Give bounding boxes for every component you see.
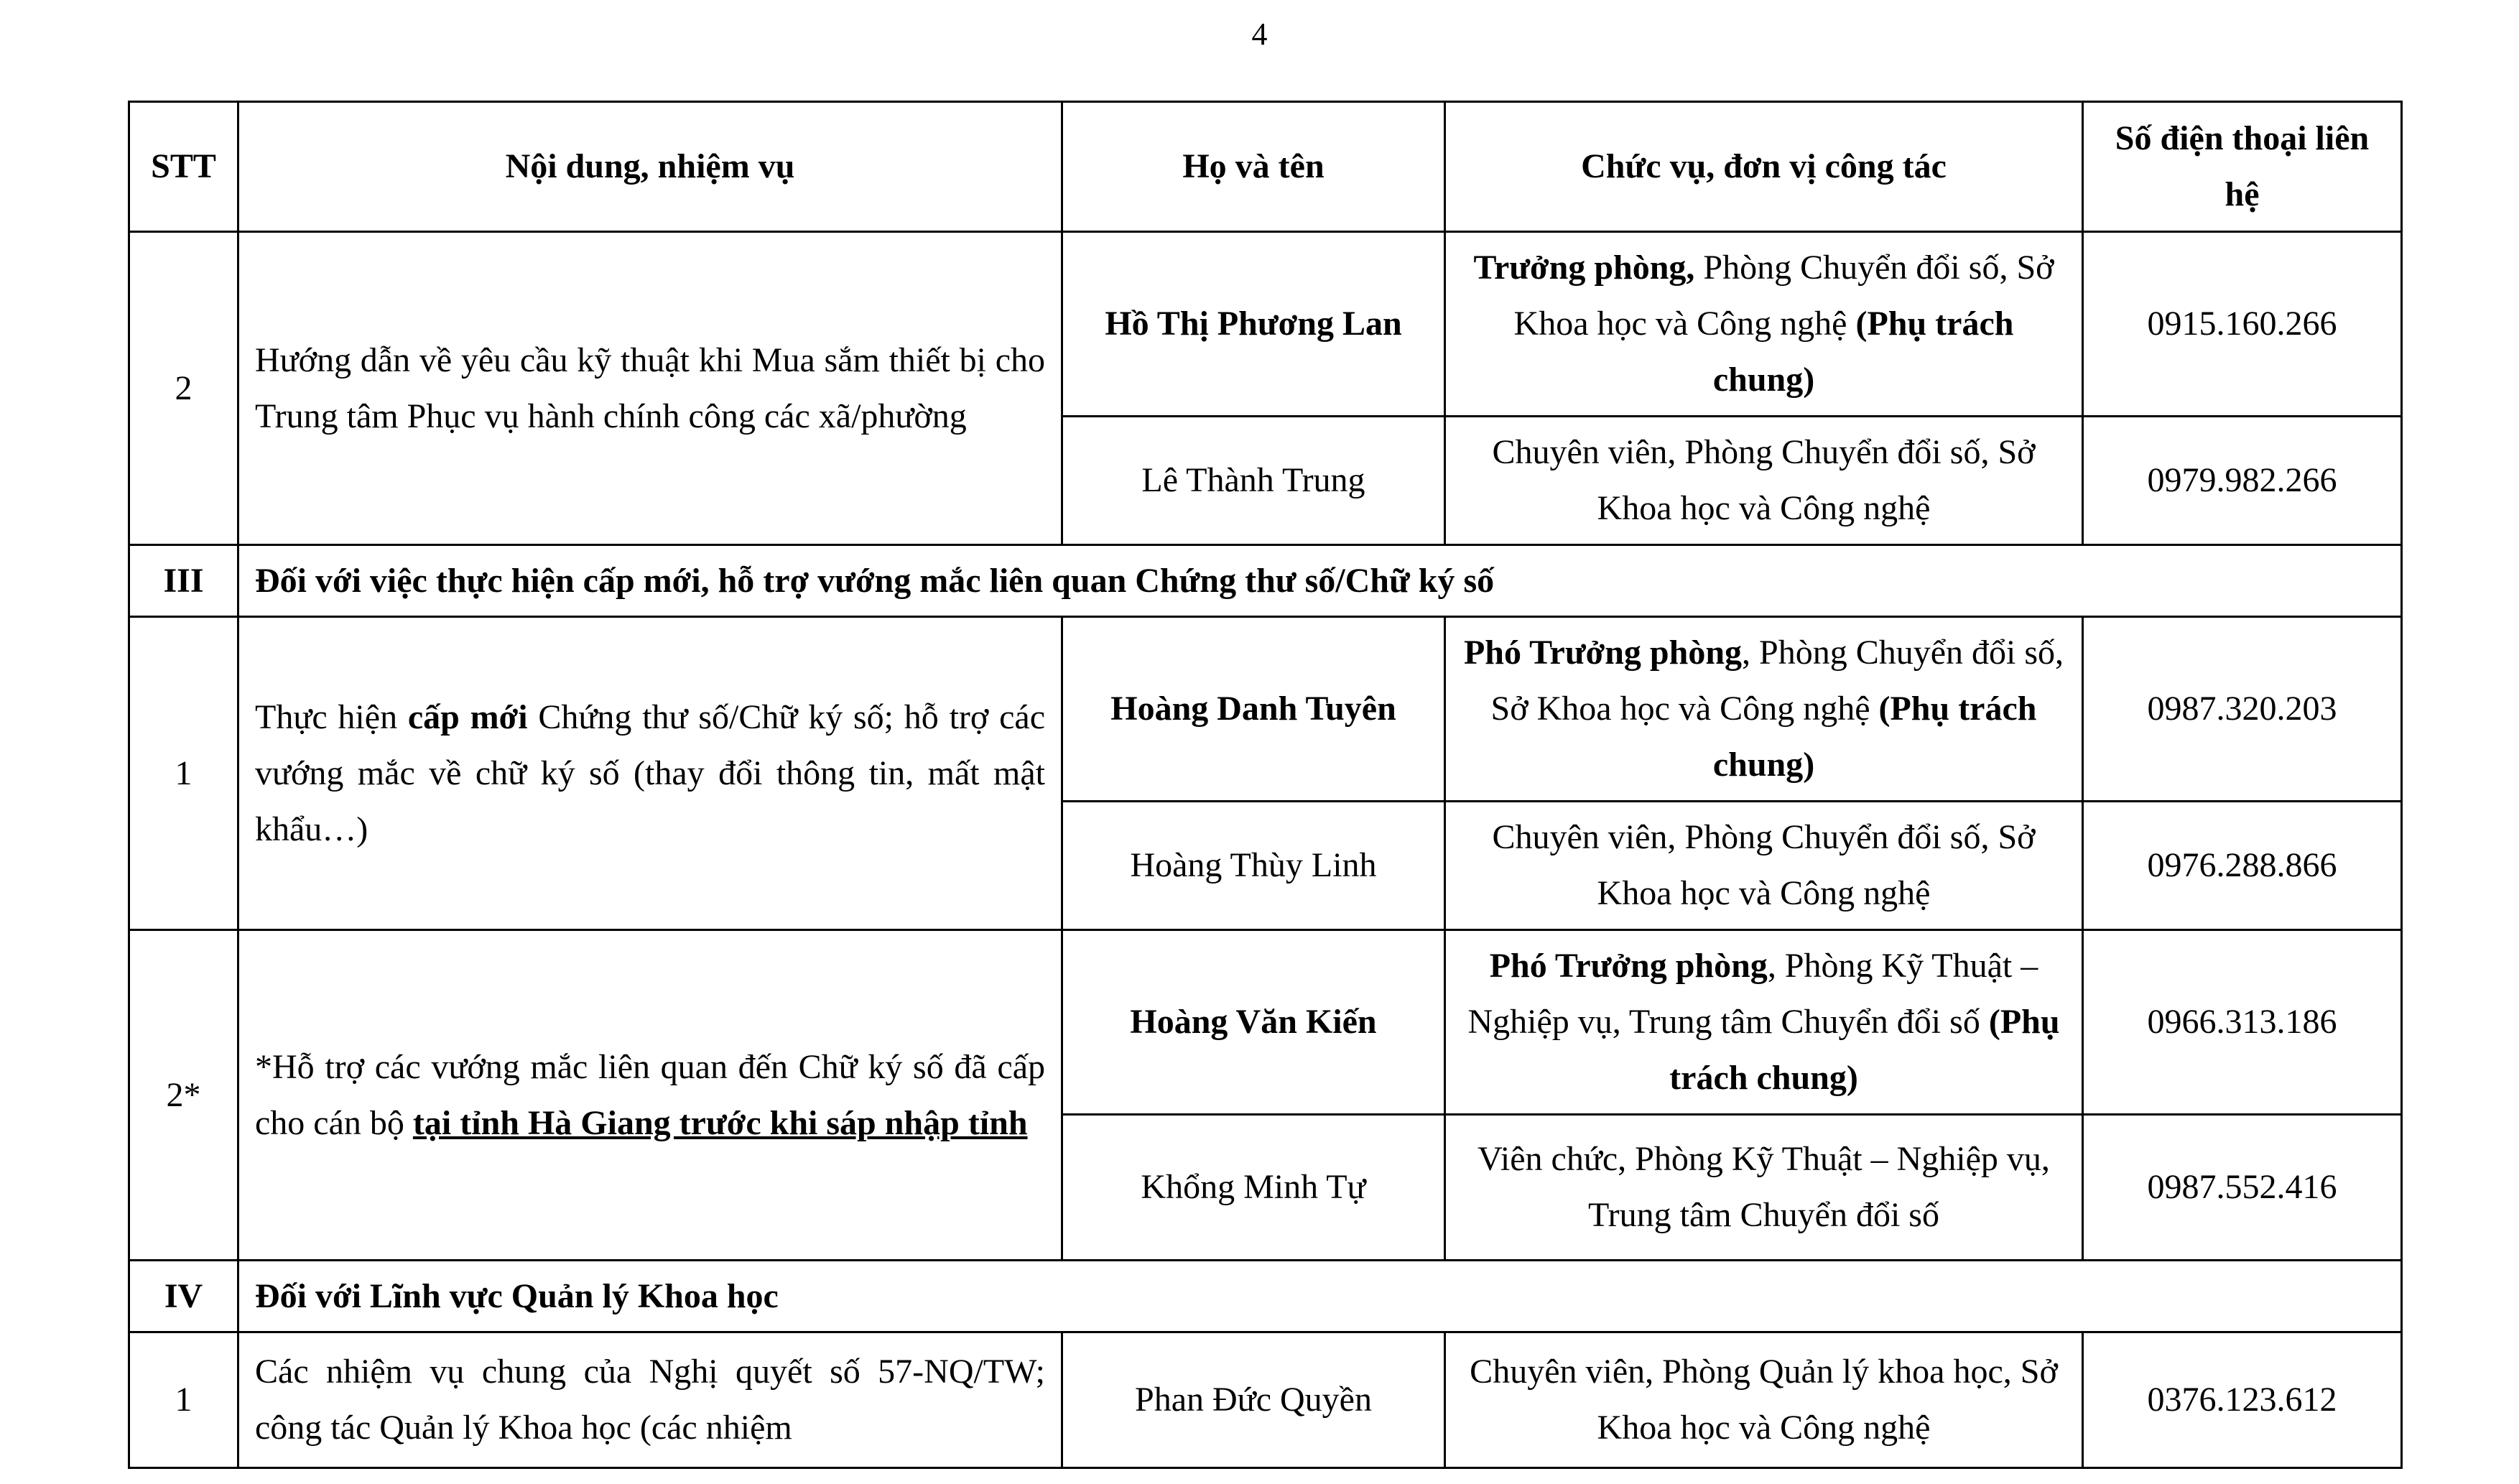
section-number: III bbox=[129, 545, 238, 617]
task-cell: Hướng dẫn về yêu cầu kỹ thuật khi Mua sắm thiết bị cho Trung tâm Phục vụ hành chính công các xã/phường bbox=[238, 232, 1062, 545]
person-position: Trưởng phòng, Phòng Chuyển đổi số, Sở Khoa học và Công nghệ (Phụ trách chung) bbox=[1445, 232, 2083, 417]
person-phone: 0376.123.612 bbox=[2083, 1332, 2402, 1468]
contact-table bbox=[128, 101, 2403, 1469]
person-position: Chuyên viên, Phòng Quản lý khoa học, Sở Khoa học và Công nghệ bbox=[1445, 1332, 2083, 1468]
person-position: Chuyên viên, Phòng Chuyển đổi số, Sở Khoa học và Công nghệ bbox=[1445, 802, 2083, 930]
header-phone: Số điện thoại liên hệ bbox=[2083, 102, 2402, 232]
stt-cell: 2* bbox=[129, 930, 238, 1261]
person-position: Phó Trưởng phòng, Phòng Chuyển đổi số, Sở Khoa học và Công nghệ (Phụ trách chung) bbox=[1445, 617, 2083, 802]
person-position: Viên chức, Phòng Kỹ Thuật – Nghiệp vụ, Trung tâm Chuyển đổi số bbox=[1445, 1115, 2083, 1261]
section-title: Đối với việc thực hiện cấp mới, hỗ trợ vướng mắc liên quan Chứng thư số/Chữ ký số bbox=[238, 545, 2402, 617]
table-row bbox=[129, 930, 2402, 1115]
person-phone: 0987.552.416 bbox=[2083, 1115, 2402, 1261]
page-number: 4 bbox=[1251, 17, 1268, 52]
header-name: Họ và tên bbox=[1062, 102, 1445, 232]
person-name: Hoàng Danh Tuyên bbox=[1062, 617, 1445, 802]
person-position: Chuyên viên, Phòng Chuyển đổi số, Sở Khoa học và Công nghệ bbox=[1445, 417, 2083, 545]
header-stt: STT bbox=[129, 102, 238, 232]
person-phone: 0979.982.266 bbox=[2083, 417, 2402, 545]
header-content: Nội dung, nhiệm vụ bbox=[238, 102, 1062, 232]
table-row bbox=[129, 617, 2402, 802]
task-cell: *Hỗ trợ các vướng mắc liên quan đến Chữ ký số đã cấp cho cán bộ tại tỉnh Hà Giang trước khi sáp nhập tỉnh bbox=[238, 930, 1062, 1261]
stt-cell: 2 bbox=[129, 232, 238, 545]
person-name: Hoàng Văn Kiến bbox=[1062, 930, 1445, 1115]
person-position: Phó Trưởng phòng, Phòng Kỹ Thuật – Nghiệp vụ, Trung tâm Chuyển đổi số (Phụ trách chung) bbox=[1445, 930, 2083, 1115]
task-cell: Thực hiện cấp mới Chứng thư số/Chữ ký số; hỗ trợ các vướng mắc về chữ ký số (thay đổi thông tin, mất mật khẩu…) bbox=[238, 617, 1062, 930]
person-phone: 0976.288.866 bbox=[2083, 802, 2402, 930]
person-name: Lê Thành Trung bbox=[1062, 417, 1445, 545]
header-row bbox=[129, 102, 2402, 232]
person-phone: 0987.320.203 bbox=[2083, 617, 2402, 802]
section-number: IV bbox=[129, 1261, 238, 1332]
person-name: Khổng Minh Tự bbox=[1062, 1115, 1445, 1261]
person-name: Phan Đức Quyền bbox=[1062, 1332, 1445, 1468]
section-title: Đối với Lĩnh vực Quản lý Khoa học bbox=[238, 1261, 2402, 1332]
task-cell: Các nhiệm vụ chung của Nghị quyết số 57-NQ/TW; công tác Quản lý Khoa học (các nhiệm bbox=[238, 1332, 1062, 1468]
section-row bbox=[129, 1261, 2402, 1332]
stt-cell: 1 bbox=[129, 617, 238, 930]
person-name: Hoàng Thùy Linh bbox=[1062, 802, 1445, 930]
header-position: Chức vụ, đơn vị công tác bbox=[1445, 102, 2083, 232]
stt-cell: 1 bbox=[129, 1332, 238, 1468]
table-row bbox=[129, 232, 2402, 417]
person-name: Hồ Thị Phương Lan bbox=[1062, 232, 1445, 417]
person-phone: 0915.160.266 bbox=[2083, 232, 2402, 417]
person-phone: 0966.313.186 bbox=[2083, 930, 2402, 1115]
table-row bbox=[129, 1332, 2402, 1468]
section-row bbox=[129, 545, 2402, 617]
